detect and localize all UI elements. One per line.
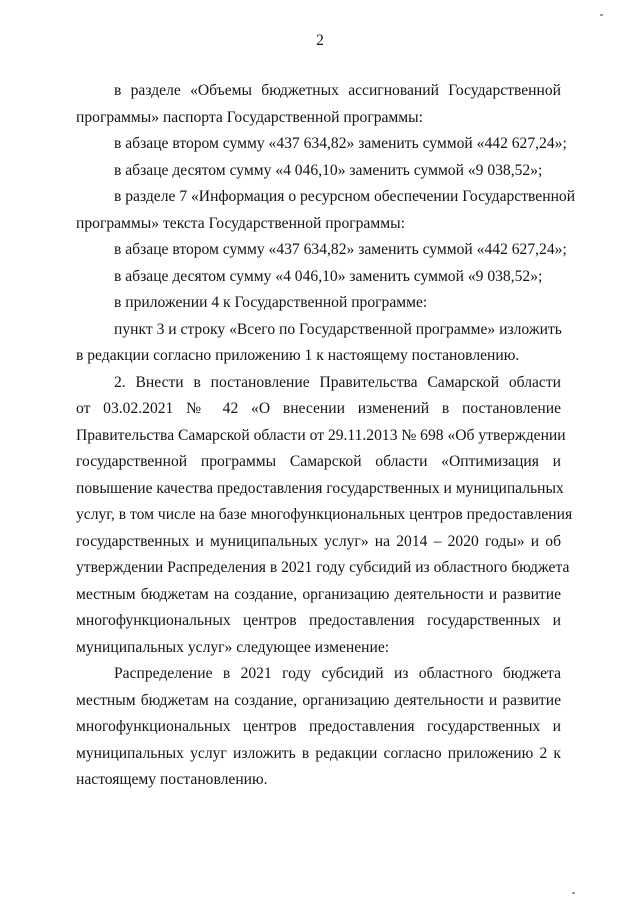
text-line: в абзаце втором сумму «437 634,82» заменить суммой «442 627,24»;: [114, 241, 567, 258]
scan-speck: [600, 14, 603, 16]
text-line: настоящему постановлению.: [76, 771, 268, 788]
text-line: в абзаце десятом сумму «4 046,10» заменить суммой «9 038,52»;: [114, 161, 543, 179]
text-line: местным бюджетам на создание, организацию деятельности и развитие: [76, 585, 561, 603]
text-line: в разделе «Объемы бюджетных ассигнований Государственной: [114, 82, 561, 99]
text-line: программы» текста Государственной программы:: [76, 214, 405, 232]
text-line: пункт 3 и строку «Всего по Государственной программе» изложить: [114, 320, 562, 338]
text-line: многофункциональных центров предоставления государственных и: [76, 718, 561, 735]
text-line: программы» паспорта Государственной программы:: [76, 108, 423, 126]
text-line: в абзаце втором сумму «437 634,82» заменить суммой «442 627,24»;: [114, 135, 567, 152]
page-number: 2: [316, 32, 324, 49]
text-line: Распределение в 2021 году субсидий из областного бюджета: [114, 665, 561, 682]
text-line: в редакции согласно приложению 1 к настоящему постановлению.: [76, 347, 520, 364]
text-line: от 03.02.2021 № 42 «О внесении изменений в постановление: [76, 400, 561, 417]
text-line: утверждении Распределения в 2021 году субсидий из областного бюджета: [76, 559, 570, 576]
document-body: [76, 78, 576, 794]
text-line: местным бюджетам на создание, организацию деятельности и развитие: [76, 691, 561, 709]
text-line: 2. Внести в постановление Правительства Самарской области: [114, 373, 561, 391]
text-line: в разделе 7 «Информация о ресурсном обеспечении Государственной: [114, 188, 576, 205]
text-line: муниципальных услуг» следующее изменение:: [76, 638, 390, 656]
text-line: в абзаце десятом сумму «4 046,10» заменить суммой «9 038,52»;: [114, 267, 543, 285]
text-line: многофункциональных центров предоставления государственных и: [76, 612, 561, 629]
text-line: государственных и муниципальных услуг» на 2014 – 2020 годы» и об: [76, 532, 561, 550]
text-line: повышение качества предоставления государственных и муниципальных: [76, 479, 564, 497]
text-line: Правительства Самарской области от 29.11.2013 № 698 «Об утверждении: [76, 426, 566, 444]
text-line: государственной программы Самарской области «Оптимизация и: [76, 453, 561, 470]
scan-speck: [572, 892, 575, 894]
text-line: в приложении 4 к Государственной программе:: [114, 294, 428, 311]
text-line: услуг, в том числе на базе многофункциональных центров предоставления: [76, 506, 573, 523]
text-line: муниципальных услуг изложить в редакции согласно приложению 2 к: [76, 744, 561, 762]
